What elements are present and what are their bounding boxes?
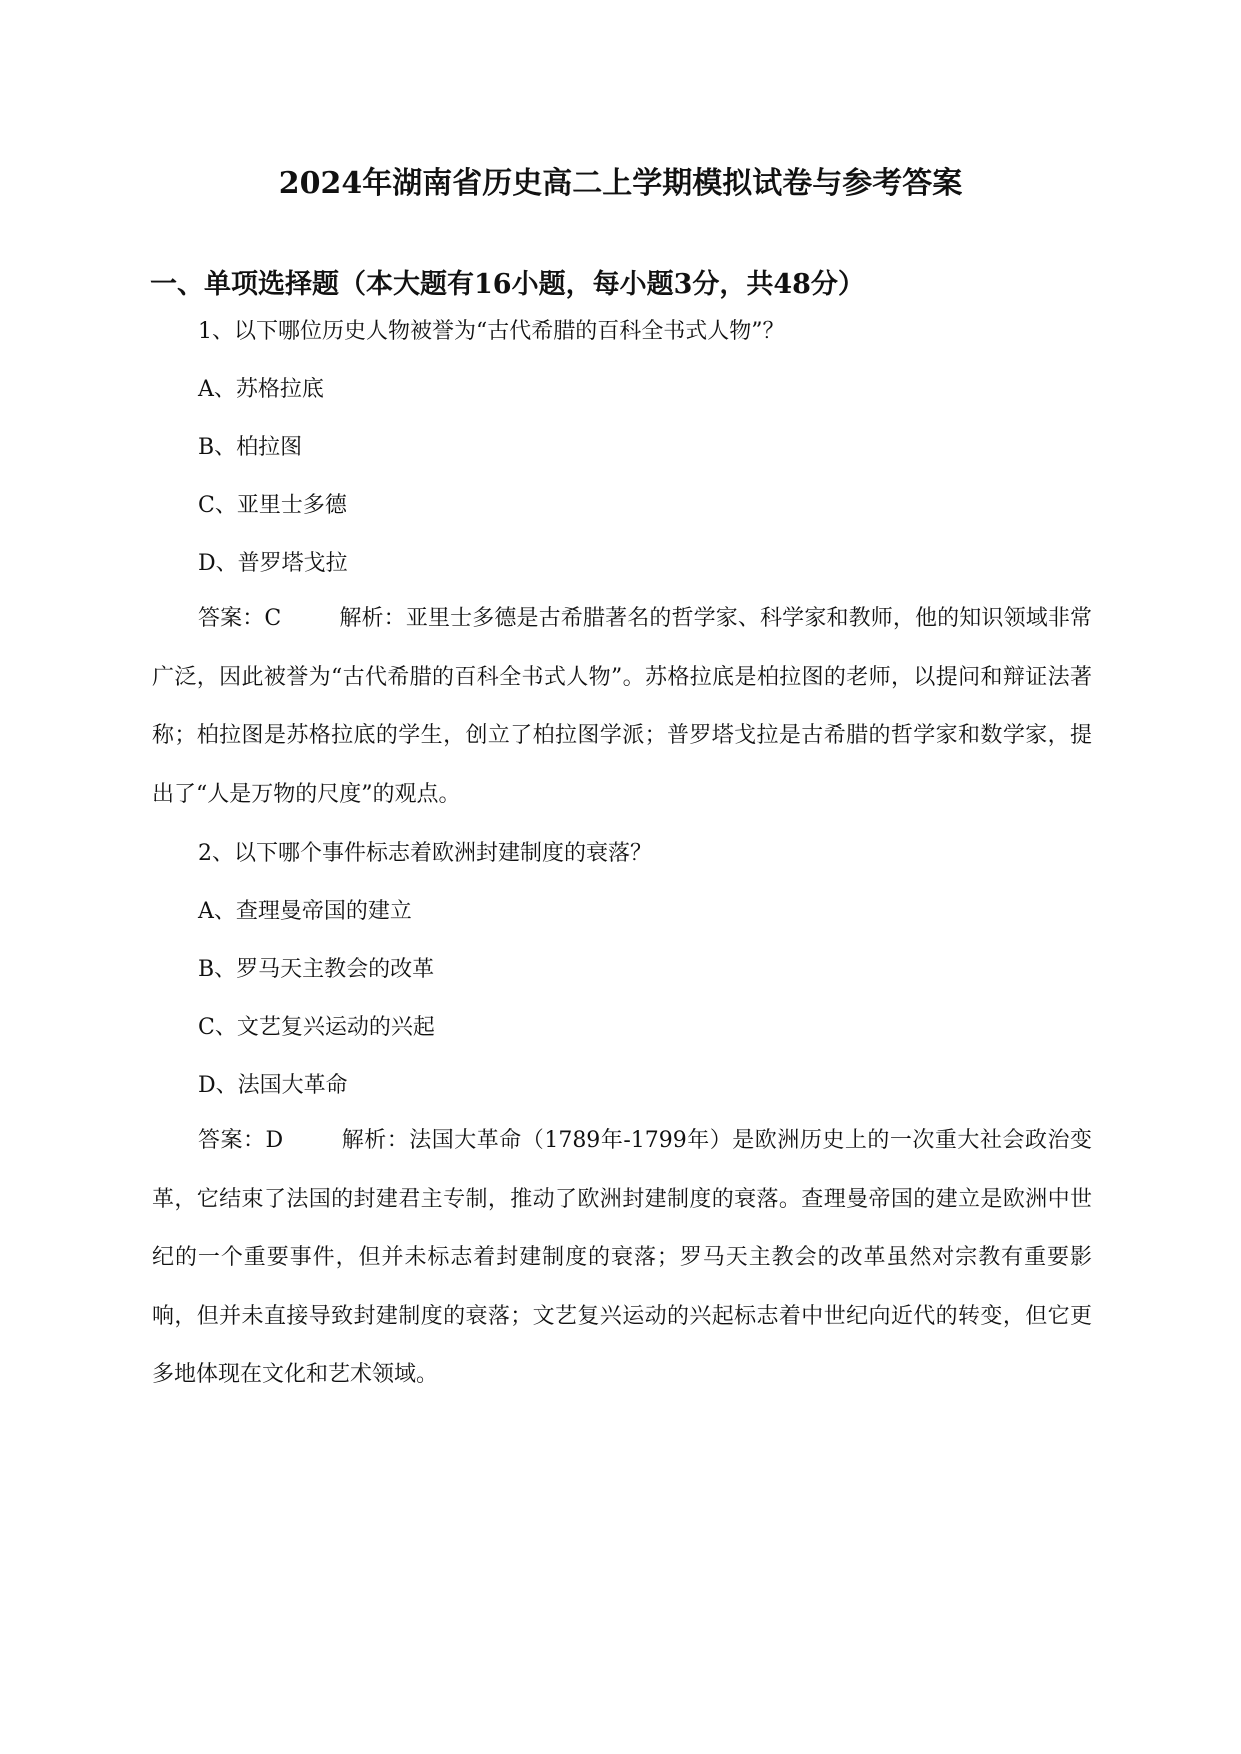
- question-1-answer-block: [152, 590, 1092, 824]
- question-2-answer-block: [152, 1112, 1092, 1405]
- question-2-option-c: C、文艺复兴运动的兴起: [198, 1015, 435, 1040]
- question-2-option-a: A、查理曼帝国的建立: [198, 899, 412, 924]
- document-title: 2024年湖南省历史高二上学期模拟试卷与参考答案: [278, 166, 963, 201]
- question-1-option-d: D、普罗塔戈拉: [198, 551, 348, 576]
- question-1-option-a: A、苏格拉底: [198, 377, 324, 402]
- question-1-analysis: 解析：亚里士多德是古希腊著名的哲学家、科学家和教师，他的知识领域非常广泛，因此被誉为“古代希腊的百科全书式人物”。苏格拉底是柏拉图的老师，以提问和辩证法著称；柏拉图是苏格拉底的学生，创立了柏拉图学派；普罗塔戈拉是古希腊的哲学家和数学家，提出了“人是万物的尺度”的观点。: [152, 606, 1092, 807]
- question-1-option-b: B、柏拉图: [198, 435, 303, 460]
- question-2-answer: 答案：D: [198, 1128, 284, 1153]
- question-1-option-c: C、亚里士多德: [198, 493, 347, 518]
- question-1-stem: 1、以下哪位历史人物被誉为“古代希腊的百科全书式人物”？: [198, 319, 785, 344]
- question-2-option-b: B、罗马天主教会的改革: [198, 957, 435, 982]
- question-1-answer: 答案：C: [198, 606, 282, 631]
- question-2-analysis: 解析：法国大革命（1789年-1799年）是欧洲历史上的一次重大社会政治变革，它结束了法国的封建君主专制，推动了欧洲封建制度的衰落。查理曼帝国的建立是欧洲中世纪的一个重要事件，但并未标志着封建制度的衰落；罗马天主教会的改革虽然对宗教有重要影响，但并未直接导致封建制度的衰落；文艺复兴运动的兴起标志着中世纪向近代的转变，但它更多地体现在文化和艺术领域。: [152, 1128, 1092, 1387]
- question-2-option-d: D、法国大革命: [198, 1073, 348, 1098]
- section-heading: 一、单项选择题（本大题有16小题，每小题3分，共48分）: [150, 269, 865, 300]
- question-2-stem: 2、以下哪个事件标志着欧洲封建制度的衰落？: [198, 841, 652, 866]
